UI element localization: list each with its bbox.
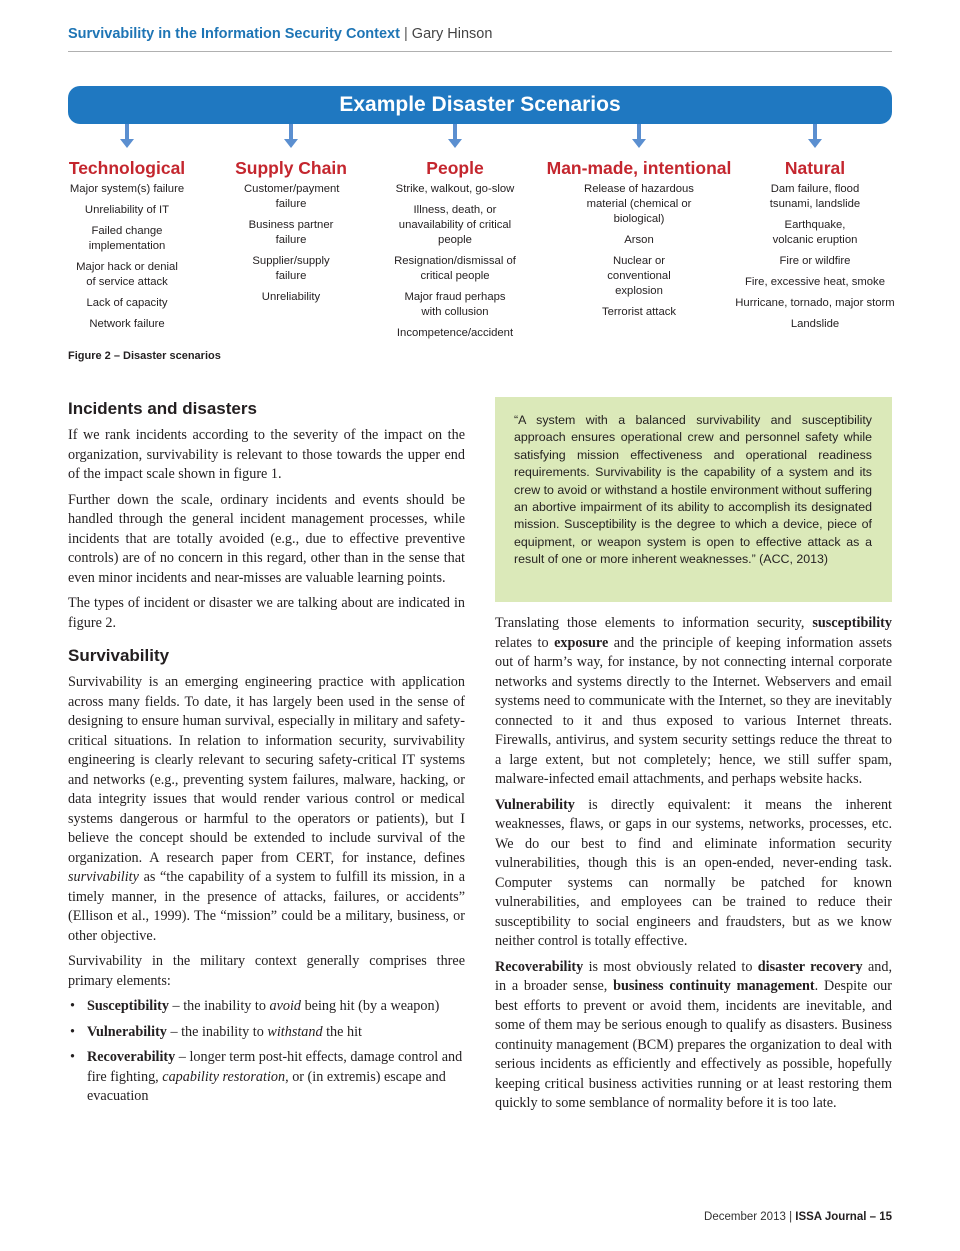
- scenario-item: Fire, excessive heat, smoke: [744, 276, 885, 288]
- scenario-item: Lack of capacity: [86, 297, 168, 309]
- scenario-item: Release of hazardous material (chemical or biological): [584, 183, 694, 225]
- pull-quote: “A system with a balanced survivability and susceptibility approach ensures operational crew and personnel safety while satisfying mission effectiveness and operational readiness requirements. Survivability is the capability of a system and its crew to avoid or withstand a hostile environment without suffering an abortive impairment of its ability to accomplish its designated mission. Susceptibility is the degree to which a device, piece of equipment, or weapon system is open to effective attack as a result of one or more inherent weaknesses.” (ACC, 2013): [495, 397, 892, 602]
- scenario-item: Business partner failure: [248, 219, 334, 246]
- scenario-item: Hurricane, tornado, major storm: [735, 297, 895, 309]
- category-title: Natural: [784, 158, 846, 178]
- list-item: • Recoverability – longer term post-hit effects, damage control and fire fighting, capability restoration, or (in extremis) escape and evacuation: [70, 1049, 463, 1104]
- scenario-item: Major fraud perhaps with collusion: [404, 291, 506, 318]
- category-title: Supply Chain: [235, 158, 347, 178]
- scenario-item: Major hack or denial of service attack: [76, 261, 178, 288]
- scenario-item: Unreliability of IT: [84, 204, 170, 216]
- left-column: [68, 398, 465, 1113]
- scenario-item: Fire or wildfire: [779, 255, 851, 267]
- category-technological: [62, 157, 192, 338]
- paragraph: Further down the scale, ordinary incidents and events should be handled through the general incident management processes, while incidents that are totally avoided (e.g., due to effective preventive controls) are of no concern in this regard, other than in the sense that even minor incidents and near-misses are valuable learning points.: [68, 491, 465, 586]
- paragraph: Vulnerability is directly equivalent: it means the inherent weaknesses, flaws, or gaps in our systems, networks, processes, etc. We do our best to find and eliminate information security vulnerabilities, though this is an open-ended, never-ending task. Computer systems can normally be patched for known vulnerabilities, and employees can be trained to reduce their susceptibility to social engineers and fraudsters, but as we know neither control is totally effective.: [495, 796, 893, 949]
- scenario-item: Earthquake, volcanic eruption: [772, 219, 858, 246]
- scenario-item: Customer/payment failure: [244, 183, 340, 210]
- scenario-item: Supplier/supply failure: [252, 255, 330, 282]
- scenario-item: Terrorist attack: [601, 306, 677, 318]
- scenario-item: Unreliability: [261, 291, 321, 303]
- paragraph: Recoverability is most obviously related to disaster recovery and, in a broader sense, business continuity management. Despite our best efforts to prevent or avoid them, incidents are inevitable, and some of them may be serious enough to qualify as disasters. Business continuity management (BCM) prepares the organization to deal with serious incidents as efficiently and effectively as possible, hopefully keeping critical business activities running or at least restoring them quickly to some semblance of normality before it is too late.: [495, 958, 893, 1111]
- paragraph: Survivability is an emerging engineering practice with application across many fields. To date, it has largely been used in the sense of designing to ensure human survival, especially in military and safety-critical situations. In relation to information security, survivability engineering is clearly relevant to securing safety-critical IT systems and networks (e.g., preventing system failures, malware, hacking, or data integrity issues that would render various control or medical systems dangerous or harmful to the operators or patients), but I believe the concept should be extended to include survival of the organization. A research paper from CERT, for instance, defines survivability as “the capability of a system to fulfill its mission, in a timely manner, in the presence of attacks, failures, or accidents” (Ellison et al., 1999). The “mission” could be a military, business, or other objective.: [68, 674, 466, 944]
- scenario-item: Resignation/dismissal of critical people: [394, 255, 516, 282]
- figure-caption: Figure 2 – Disaster scenarios: [68, 350, 221, 362]
- issue-date: December 2013: [704, 1211, 786, 1223]
- arrow-down-icon: [283, 124, 299, 149]
- series-title: Survivability in the Information Security Context: [68, 26, 400, 42]
- paragraph: Translating those elements to information security, susceptibility relates to exposure and the principle of keeping information assets out of harm’s way, for instance, by not connecting internal corporate networks and systems directly to the Internet. Webservers and email systems need to communicate with the Internet, so they are inevitably connected to it and thus exposed to various Internet threats. Firewalls, antivirus, and system security settings reduce the threat to a large extent, but not completely; hence, we still suffer spam, malware-infected email attachments, and perhaps website hacks.: [495, 615, 893, 787]
- scenario-item: Major system(s) failure: [69, 183, 185, 195]
- category-natural: [735, 157, 895, 338]
- survivability-elements-list: [68, 997, 465, 1107]
- footer-separator: |: [789, 1211, 793, 1223]
- journal-page: ISSA Journal – 15: [795, 1211, 892, 1223]
- scenario-item: Nuclear or conventional explosion: [607, 255, 671, 297]
- scenario-item: Dam failure, flood tsunami, landslide: [769, 183, 861, 210]
- category-supply-chain: [226, 157, 356, 311]
- category-title: Man-made, intentional: [546, 158, 732, 178]
- scenario-item: Landslide: [790, 318, 840, 330]
- scenario-item: Illness, death, or unavailability of critical people: [398, 204, 512, 246]
- scenario-item: Arson: [624, 234, 654, 246]
- section-heading-incidents: Incidents and disasters: [68, 399, 257, 418]
- arrow-down-icon: [807, 124, 823, 149]
- author-name: Gary Hinson: [411, 26, 493, 42]
- section-heading-survivability: Survivability: [68, 646, 170, 665]
- page-footer: [704, 1211, 892, 1223]
- arrow-down-icon: [119, 124, 135, 149]
- arrow-down-icon: [631, 124, 647, 149]
- scenario-item: Incompetence/accident: [396, 327, 514, 339]
- category-man-made: [544, 157, 734, 326]
- scenario-item: Strike, walkout, go-slow: [395, 183, 515, 195]
- paragraph: The types of incident or disaster we are talking about are indicated in figure 2.: [68, 595, 465, 631]
- arrow-down-icon: [447, 124, 463, 149]
- scenario-item: Failed change implementation: [88, 225, 166, 252]
- category-people: [380, 157, 530, 347]
- figure-banner: Example Disaster Scenarios: [68, 86, 892, 124]
- paragraph: Survivability in the military context generally comprises three primary elements:: [68, 953, 465, 989]
- category-title: People: [426, 158, 484, 178]
- paragraph: If we rank incidents according to the severity of the impact on the organization, survivability is relevant to those towards the upper end of the impact scale shown in figure 1.: [68, 427, 465, 482]
- header-separator: |: [403, 26, 408, 42]
- list-item: • Susceptibility – the inability to avoid being hit (by a weapon): [70, 998, 440, 1014]
- list-item: • Vulnerability – the inability to withstand the hit: [70, 1023, 362, 1040]
- scenario-item: Network failure: [89, 318, 165, 330]
- category-title: Technological: [68, 158, 186, 178]
- right-column: [495, 614, 892, 1120]
- running-header: [68, 26, 892, 52]
